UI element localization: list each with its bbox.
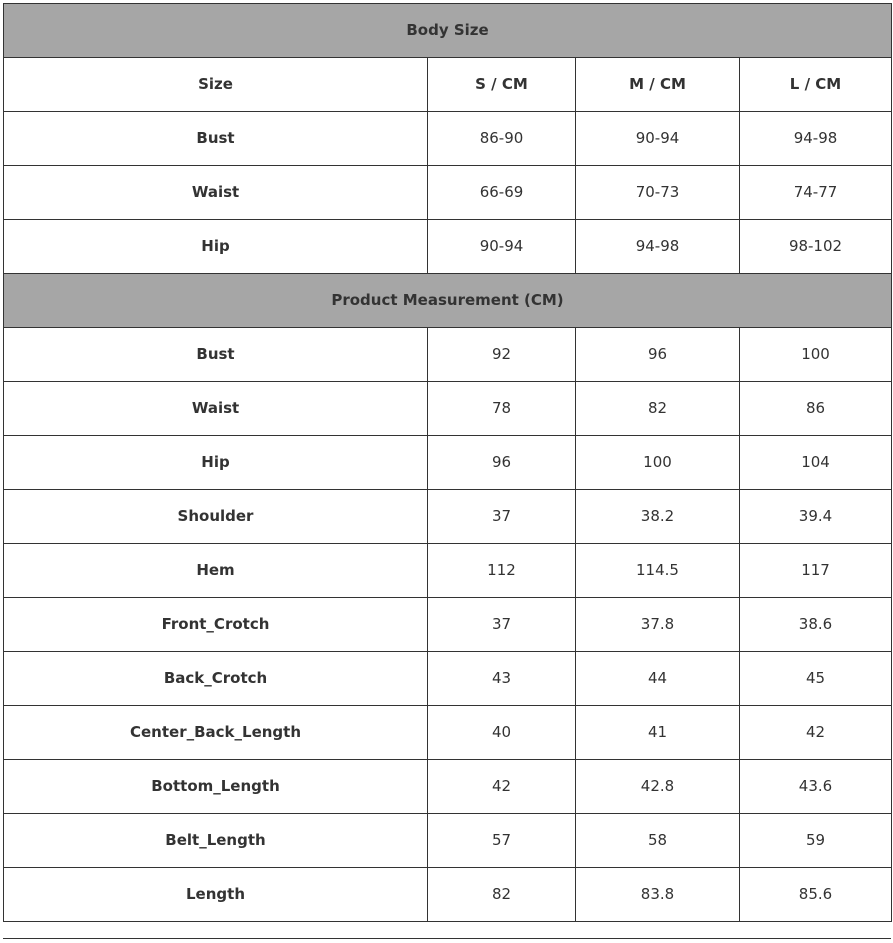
row-label: Length <box>4 868 428 922</box>
row-label: Bust <box>4 112 428 166</box>
cell-s: 82 <box>428 868 576 922</box>
table-row <box>4 814 892 868</box>
cell-s: 90-94 <box>428 220 576 274</box>
body-size-section-row <box>4 4 892 58</box>
table-row <box>4 706 892 760</box>
cell-l: 98-102 <box>740 220 892 274</box>
size-header-row <box>4 58 892 112</box>
table-row <box>4 112 892 166</box>
cell-s: 40 <box>428 706 576 760</box>
cell-l: 59 <box>740 814 892 868</box>
table-row <box>4 760 892 814</box>
row-label: Belt_Length <box>4 814 428 868</box>
cell-s: 96 <box>428 436 576 490</box>
cell-s: 112 <box>428 544 576 598</box>
cell-s: 66-69 <box>428 166 576 220</box>
row-label: Back_Crotch <box>4 652 428 706</box>
cell-s: 57 <box>428 814 576 868</box>
cell-s: 92 <box>428 328 576 382</box>
table-row <box>4 328 892 382</box>
cell-m: 90-94 <box>576 112 740 166</box>
cell-m: 41 <box>576 706 740 760</box>
cell-m: 82 <box>576 382 740 436</box>
cell-s: 78 <box>428 382 576 436</box>
cell-m: 96 <box>576 328 740 382</box>
cell-l: 39.4 <box>740 490 892 544</box>
row-label: Hem <box>4 544 428 598</box>
cell-m: 44 <box>576 652 740 706</box>
cell-l: 74-77 <box>740 166 892 220</box>
cell-l: 38.6 <box>740 598 892 652</box>
size-header-m: M / CM <box>576 58 740 112</box>
table-row <box>4 490 892 544</box>
size-header-l: L / CM <box>740 58 892 112</box>
body-size-title: Body Size <box>4 4 892 58</box>
table-row <box>4 544 892 598</box>
cell-s: 42 <box>428 760 576 814</box>
table-row <box>4 868 892 922</box>
cell-l: 100 <box>740 328 892 382</box>
row-label: Hip <box>4 436 428 490</box>
cell-l: 86 <box>740 382 892 436</box>
cell-l: 117 <box>740 544 892 598</box>
cell-s: 37 <box>428 490 576 544</box>
cell-l: 43.6 <box>740 760 892 814</box>
size-header-label: Size <box>4 58 428 112</box>
cell-m: 83.8 <box>576 868 740 922</box>
cell-s: 86-90 <box>428 112 576 166</box>
table-row <box>4 652 892 706</box>
cell-l: 94-98 <box>740 112 892 166</box>
cell-m: 38.2 <box>576 490 740 544</box>
row-label: Waist <box>4 382 428 436</box>
cell-m: 114.5 <box>576 544 740 598</box>
cell-m: 100 <box>576 436 740 490</box>
table-bottom-divider <box>3 938 891 939</box>
cell-m: 94-98 <box>576 220 740 274</box>
cell-l: 45 <box>740 652 892 706</box>
size-chart-table <box>3 3 892 922</box>
table-row <box>4 382 892 436</box>
table-row <box>4 436 892 490</box>
row-label: Bottom_Length <box>4 760 428 814</box>
cell-l: 104 <box>740 436 892 490</box>
product-measurement-section-row <box>4 274 892 328</box>
row-label: Shoulder <box>4 490 428 544</box>
cell-l: 85.6 <box>740 868 892 922</box>
row-label: Center_Back_Length <box>4 706 428 760</box>
row-label: Waist <box>4 166 428 220</box>
table-row <box>4 220 892 274</box>
row-label: Bust <box>4 328 428 382</box>
cell-m: 37.8 <box>576 598 740 652</box>
row-label: Hip <box>4 220 428 274</box>
table-row <box>4 166 892 220</box>
cell-m: 70-73 <box>576 166 740 220</box>
product-measurement-title: Product Measurement (CM) <box>4 274 892 328</box>
cell-m: 58 <box>576 814 740 868</box>
cell-l: 42 <box>740 706 892 760</box>
cell-s: 43 <box>428 652 576 706</box>
size-header-s: S / CM <box>428 58 576 112</box>
row-label: Front_Crotch <box>4 598 428 652</box>
cell-m: 42.8 <box>576 760 740 814</box>
cell-s: 37 <box>428 598 576 652</box>
table-row <box>4 598 892 652</box>
